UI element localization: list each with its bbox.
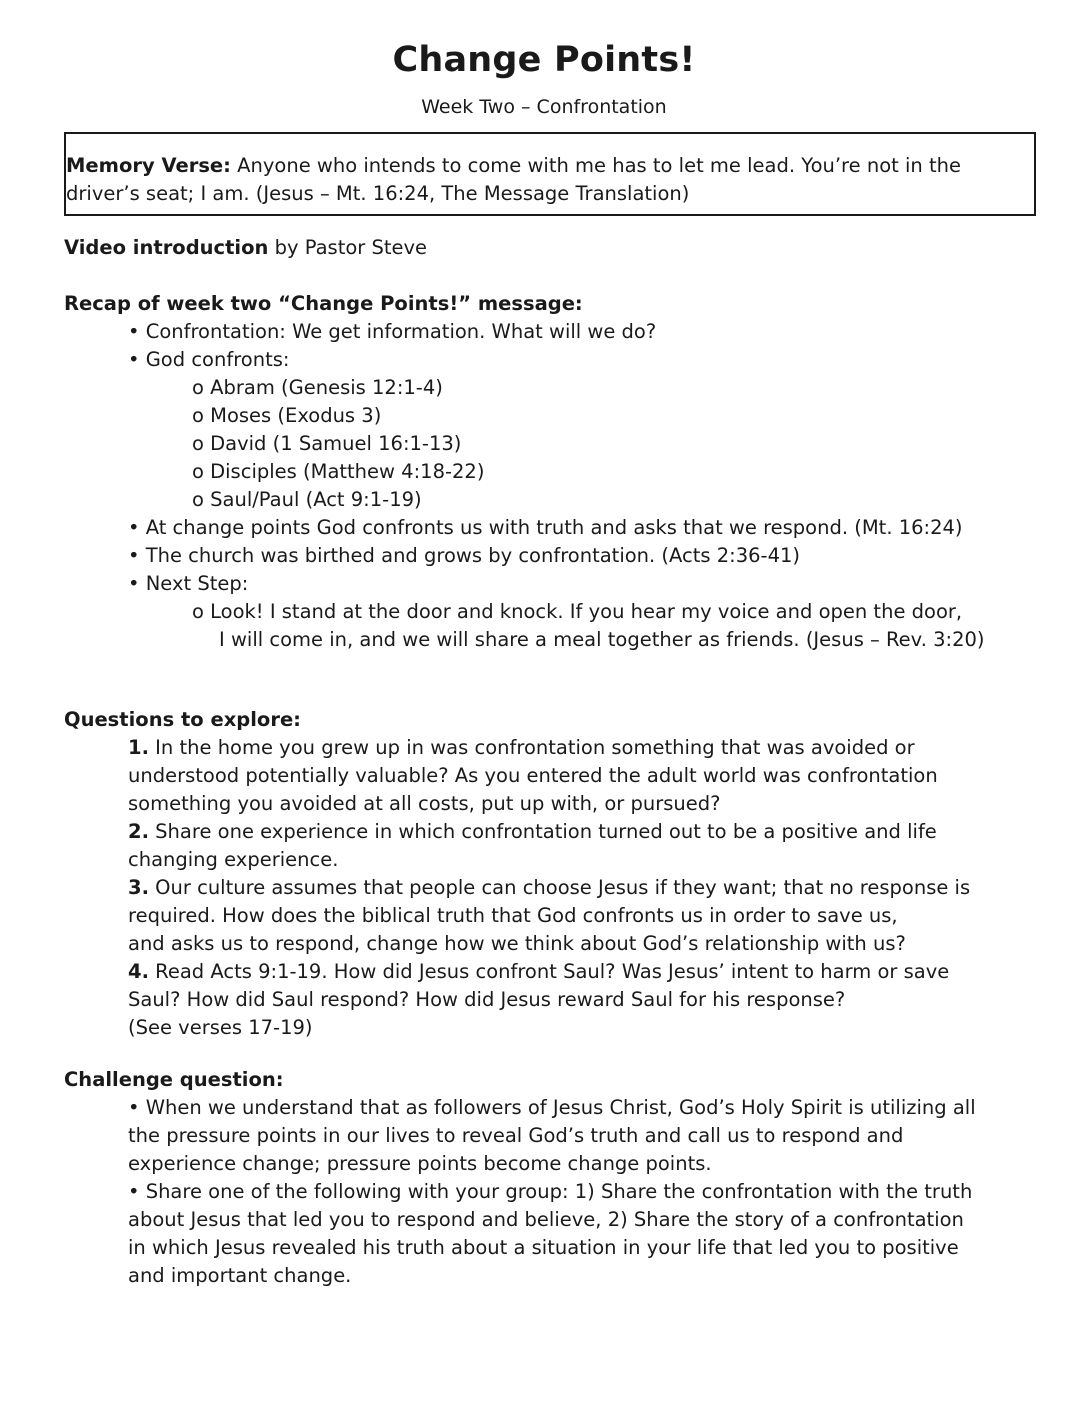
question-text: In the home you grew up in was confrontation something that was avoided or bbox=[148, 736, 915, 759]
recap-bullet: • Next Step: bbox=[128, 572, 249, 595]
recap-sub-item: o Abram (Genesis 12:1-4) bbox=[192, 376, 443, 399]
memory-verse-box bbox=[64, 132, 1036, 216]
question-text: Share one experience in which confrontation turned out to be a positive and life bbox=[148, 820, 937, 843]
recap-bullet: • Confrontation: We get information. What will we do? bbox=[128, 320, 657, 343]
video-intro-label: Video introduction bbox=[64, 236, 269, 259]
question-2-line-2: changing experience. bbox=[128, 848, 339, 871]
memory-verse-line-1 bbox=[66, 152, 1032, 180]
next-step-line-1: o Look! I stand at the door and knock. If you hear my voice and open the door, bbox=[192, 600, 963, 623]
question-3-line-3: and asks us to respond, change how we think about God’s relationship with us? bbox=[128, 932, 906, 955]
question-text: Read Acts 9:1-19. How did Jesus confront Saul? Was Jesus’ intent to harm or save bbox=[148, 960, 950, 983]
memory-verse-line-2: driver’s seat; I am. (Jesus – Mt. 16:24, The Message Translation) bbox=[66, 182, 690, 205]
next-step-line-2: I will come in, and we will share a meal together as friends. (Jesus – Rev. 3:20) bbox=[219, 628, 985, 651]
question-number: 1. bbox=[128, 736, 149, 759]
question-4-line-1 bbox=[64, 958, 970, 986]
questions-section bbox=[64, 706, 970, 1042]
challenge-bullet-2-line-3: in which Jesus revealed his truth about a situation in your life that led you to positive bbox=[128, 1236, 959, 1259]
page-title: Change Points! bbox=[392, 40, 696, 80]
challenge-bullet-2-line-2: about Jesus that led you to respond and believe, 2) Share the story of a confrontation bbox=[128, 1208, 964, 1231]
question-1-line-3: something you avoided at all costs, put up with, or pursued? bbox=[128, 792, 721, 815]
memory-verse-text: Anyone who intends to come with me has to let me lead. You’re not in the bbox=[230, 154, 961, 177]
question-2-line-1 bbox=[64, 818, 970, 846]
recap-bullet: • At change points God confronts us with truth and asks that we respond. (Mt. 16:24) bbox=[128, 516, 963, 539]
recap-bullet: • The church was birthed and grows by confrontation. (Acts 2:36-41) bbox=[128, 544, 800, 567]
question-number: 4. bbox=[128, 960, 149, 983]
challenge-bullet-1-line-2: the pressure points in our lives to reveal God’s truth and call us to respond and bbox=[128, 1124, 904, 1147]
challenge-heading: Challenge question: bbox=[64, 1068, 284, 1091]
recap-sub-item: o David (1 Samuel 16:1-13) bbox=[192, 432, 462, 455]
recap-sub-item: o Moses (Exodus 3) bbox=[192, 404, 382, 427]
video-intro-text: by Pastor Steve bbox=[268, 236, 428, 259]
question-1-line-1 bbox=[64, 734, 970, 762]
page-subtitle: Week Two – Confrontation bbox=[421, 96, 667, 118]
question-number: 2. bbox=[128, 820, 149, 843]
recap-bullet: • God confronts: bbox=[128, 348, 290, 371]
question-1-line-2: understood potentially valuable? As you entered the adult world was confrontation bbox=[128, 764, 938, 787]
questions-heading: Questions to explore: bbox=[64, 708, 301, 731]
recap-sub-item: o Saul/Paul (Act 9:1-19) bbox=[192, 488, 422, 511]
question-number: 3. bbox=[128, 876, 149, 899]
challenge-bullet-1-line-3: experience change; pressure points become change points. bbox=[128, 1152, 712, 1175]
question-text: Our culture assumes that people can choose Jesus if they want; that no response is bbox=[148, 876, 971, 899]
question-3-line-1 bbox=[64, 874, 970, 902]
question-4-line-3: (See verses 17-19) bbox=[128, 1016, 313, 1039]
question-3-line-2: required. How does the biblical truth that God confronts us in order to save us, bbox=[128, 904, 898, 927]
recap-heading: Recap of week two “Change Points!” message: bbox=[64, 292, 583, 315]
memory-verse-label: Memory Verse: bbox=[66, 154, 231, 177]
challenge-section bbox=[64, 1066, 976, 1290]
question-4-line-2: Saul? How did Saul respond? How did Jesus reward Saul for his response? bbox=[128, 988, 846, 1011]
video-intro-line bbox=[64, 234, 427, 262]
challenge-bullet-2-line-4: and important change. bbox=[128, 1264, 352, 1287]
challenge-bullet-2-line-1: • Share one of the following with your group: 1) Share the confrontation with the truth bbox=[128, 1180, 973, 1203]
recap-sub-item: o Disciples (Matthew 4:18-22) bbox=[192, 460, 485, 483]
recap-section bbox=[64, 290, 985, 654]
challenge-bullet-1-line-1: • When we understand that as followers of Jesus Christ, God’s Holy Spirit is utilizing all bbox=[128, 1096, 976, 1119]
